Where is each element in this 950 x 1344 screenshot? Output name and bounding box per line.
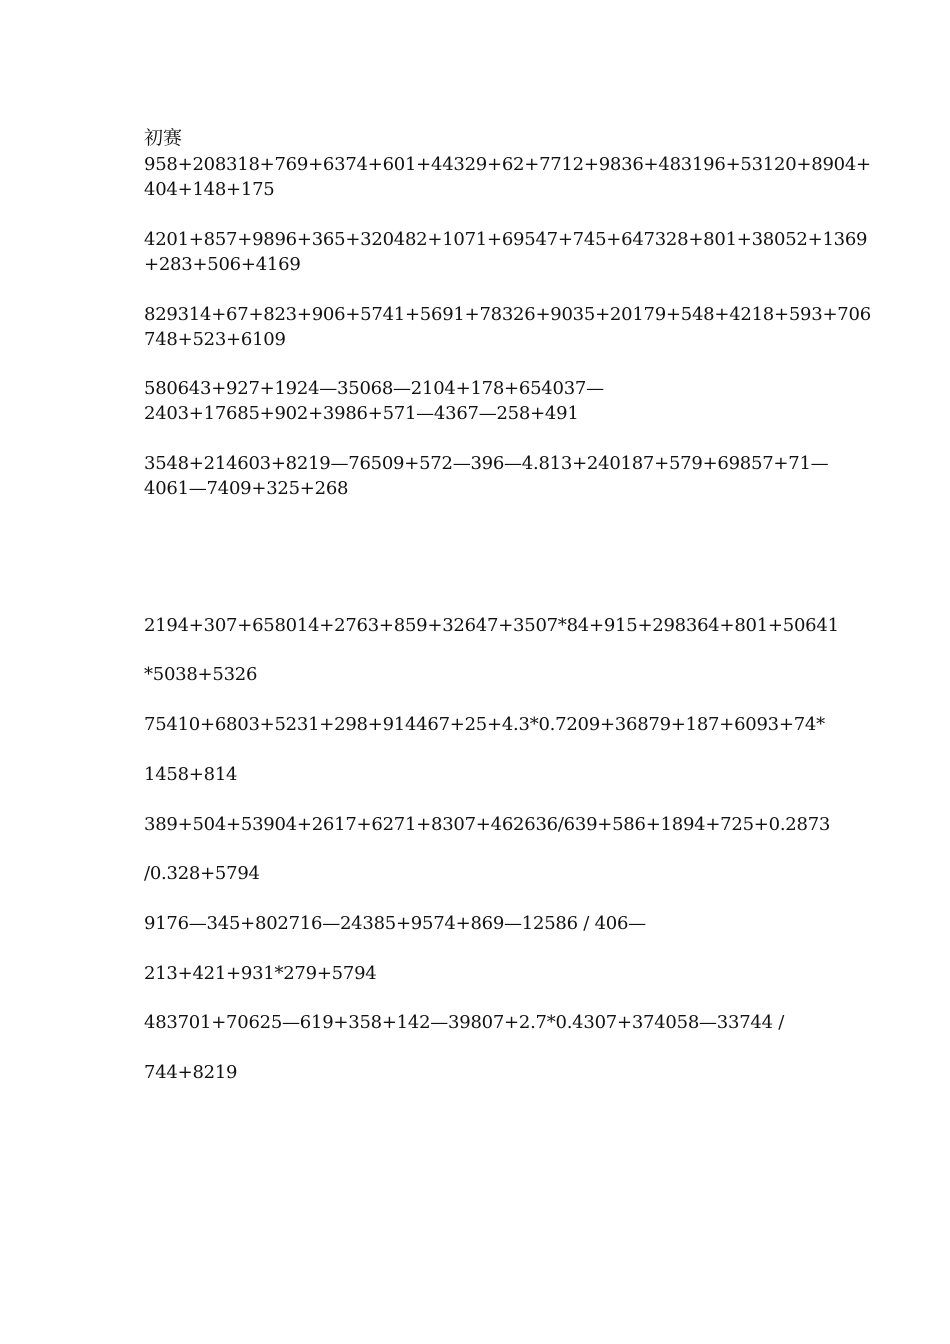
expression-line: 2194+307+658014+2763+859+32647+3507*84+915+298364+801+50641 (144, 615, 839, 636)
expression-line: 75410+6803+5231+298+914467+25+4.3*0.7209+36879+187+6093+74* (144, 714, 825, 735)
expression-line: 829314+67+823+906+5741+5691+78326+9035+20179+548+4218+593+706 (144, 304, 871, 325)
page-heading: 初赛 (144, 127, 183, 149)
expression-line: 213+421+931*279+5794 (144, 963, 377, 984)
expression-line: 389+504+53904+2617+6271+8307+462636/639+586+1894+725+0.2873 (144, 814, 831, 835)
expression-line: 3548+214603+8219—76509+572—396—4.813+240187+579+69857+71— (144, 453, 829, 474)
expression-line: +283+506+4169 (144, 254, 301, 275)
expression-line: 4061—7409+325+268 (144, 478, 349, 499)
expression-line: 748+523+6109 (144, 329, 286, 350)
expression-line: 9176—345+802716—24385+9574+869—12586 / 406— (144, 913, 646, 934)
expression-line: 483701+70625—619+358+142—39807+2.7*0.4307+374058—33744 / (144, 1012, 785, 1033)
expression-line: 4201+857+9896+365+320482+1071+69547+745+647328+801+38052+1369 (144, 229, 868, 250)
expression-line: 1458+814 (144, 764, 238, 785)
expression-line: 2403+17685+902+3986+571—4367—258+491 (144, 403, 579, 424)
expression-line: *5038+5326 (144, 664, 258, 685)
expression-line: 404+148+175 (144, 179, 275, 200)
expression-line: 958+208318+769+6374+601+44329+62+7712+9836+483196+53120+8904+ (144, 154, 871, 175)
expression-line: /0.328+5794 (144, 863, 260, 884)
expression-line: 744+8219 (144, 1062, 238, 1083)
expression-line: 580643+927+1924—35068—2104+178+654037— (144, 378, 604, 399)
